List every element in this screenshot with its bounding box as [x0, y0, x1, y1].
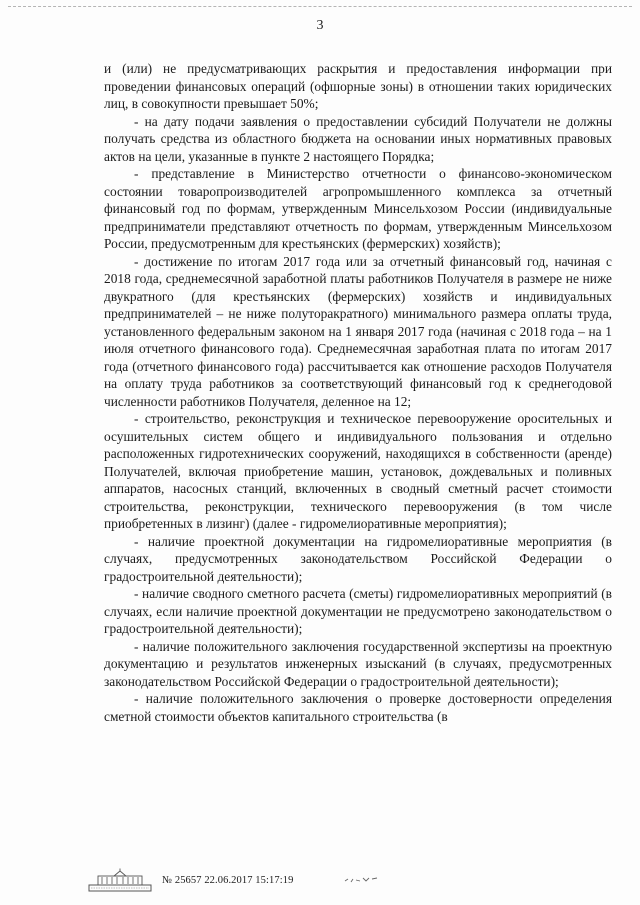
government-building-stamp-icon: [88, 868, 152, 892]
handwritten-mark: [343, 872, 383, 886]
registration-number-timestamp: № 25657 22.06.2017 15:17:19: [162, 875, 294, 886]
document-body: [104, 60, 612, 725]
paragraph-irrigation-construction: - строительство, реконструкция и техническое перевооружение оросительных и осушительных систем общего и индивидуального пользования и отдельно расположенных гидротехнических сооружений, находящихся в собственности (аренде) Получателей, включая приобретение машин, установок, дождевальных и поливных аппаратов, насосных станций, включенных в сводный сметный расчет стоимости строительства, реконструкции, технического перевооружения (в том числе приобретенных в лизинг) (далее - гидромелиоративные мероприятия);: [104, 411, 612, 531]
document-footer: [88, 868, 608, 894]
page-number: 3: [316, 18, 324, 33]
paragraph-project-documentation: - наличие проектной документации на гидромелиоративные мероприятия (в случаях, предусмотренных законодательством Российской Федерации о градостроительной деятельности);: [104, 533, 612, 584]
paragraph-no-other-budget-funds: - на дату подачи заявления о предоставлении субсидий Получатели не должны получать средства из областного бюджета на основании иных нормативных правовых актов на цели, указанные в пункте 2 настоящего Порядка;: [104, 113, 612, 164]
paragraph-average-salary: - достижение по итогам 2017 года или за отчетный финансовый год, начиная с 2018 года, среднемесячной заработной платы работников Получателя в размере не ниже двукратного (для крестьянских (фермерских) хозяйств и индивидуальных предпринимателей – не ниже полуторакратного) минимального размера оплаты труда, установленного федеральным законом на 1 января 2017 года (начиная с 2018 года – на 1 июля отчетного финансового года). Среднемесячная заработная плата по итогам 2017 года (отчетного финансового года) рассчитывается как отношение расходов Получателя на оплату труда работников за соответствующий финансовый год к среднегодовой численности работников Получателя, деленное на 12;: [104, 253, 612, 409]
paragraph-state-expertise: - наличие положительного заключения государственной экспертизы на проектную документацию и результатов инженерных изысканий (в случаях, предусмотренных законодательством Российской Федерации о градостроительной деятельности);: [104, 638, 612, 689]
paragraph-cost-verification: - наличие положительного заключения о проверке достоверности определения сметной стоимости объектов капитального строительства (в: [104, 691, 612, 724]
paragraph-financial-reporting: - представление в Министерство отчетности о финансово-экономическом состоянии товаропроизводителей агропромышленного комплекса за отчетный финансовый год по формам, утвержденным Минсельхозом России (индивидуальные предприниматели представляют отчетность по формам, утвержденным Минсельхозом России, предусмотренным для крестьянских (фермерских) хозяйств);: [104, 166, 612, 251]
paragraph-continuation: и (или) не предусматривающих раскрытия и предоставления информации при проведении финансовых операций (офшорные зоны) в отношении таких юридических лиц, в совокупности превышает 50%;: [104, 61, 612, 111]
scan-edge-rule: [8, 6, 632, 7]
paragraph-cost-estimate: - наличие сводного сметного расчета (сметы) гидромелиоративных мероприятий (в случаях, если наличие проектной документации не предусмотрено законодательством о градостроительной деятельности);: [104, 586, 612, 636]
